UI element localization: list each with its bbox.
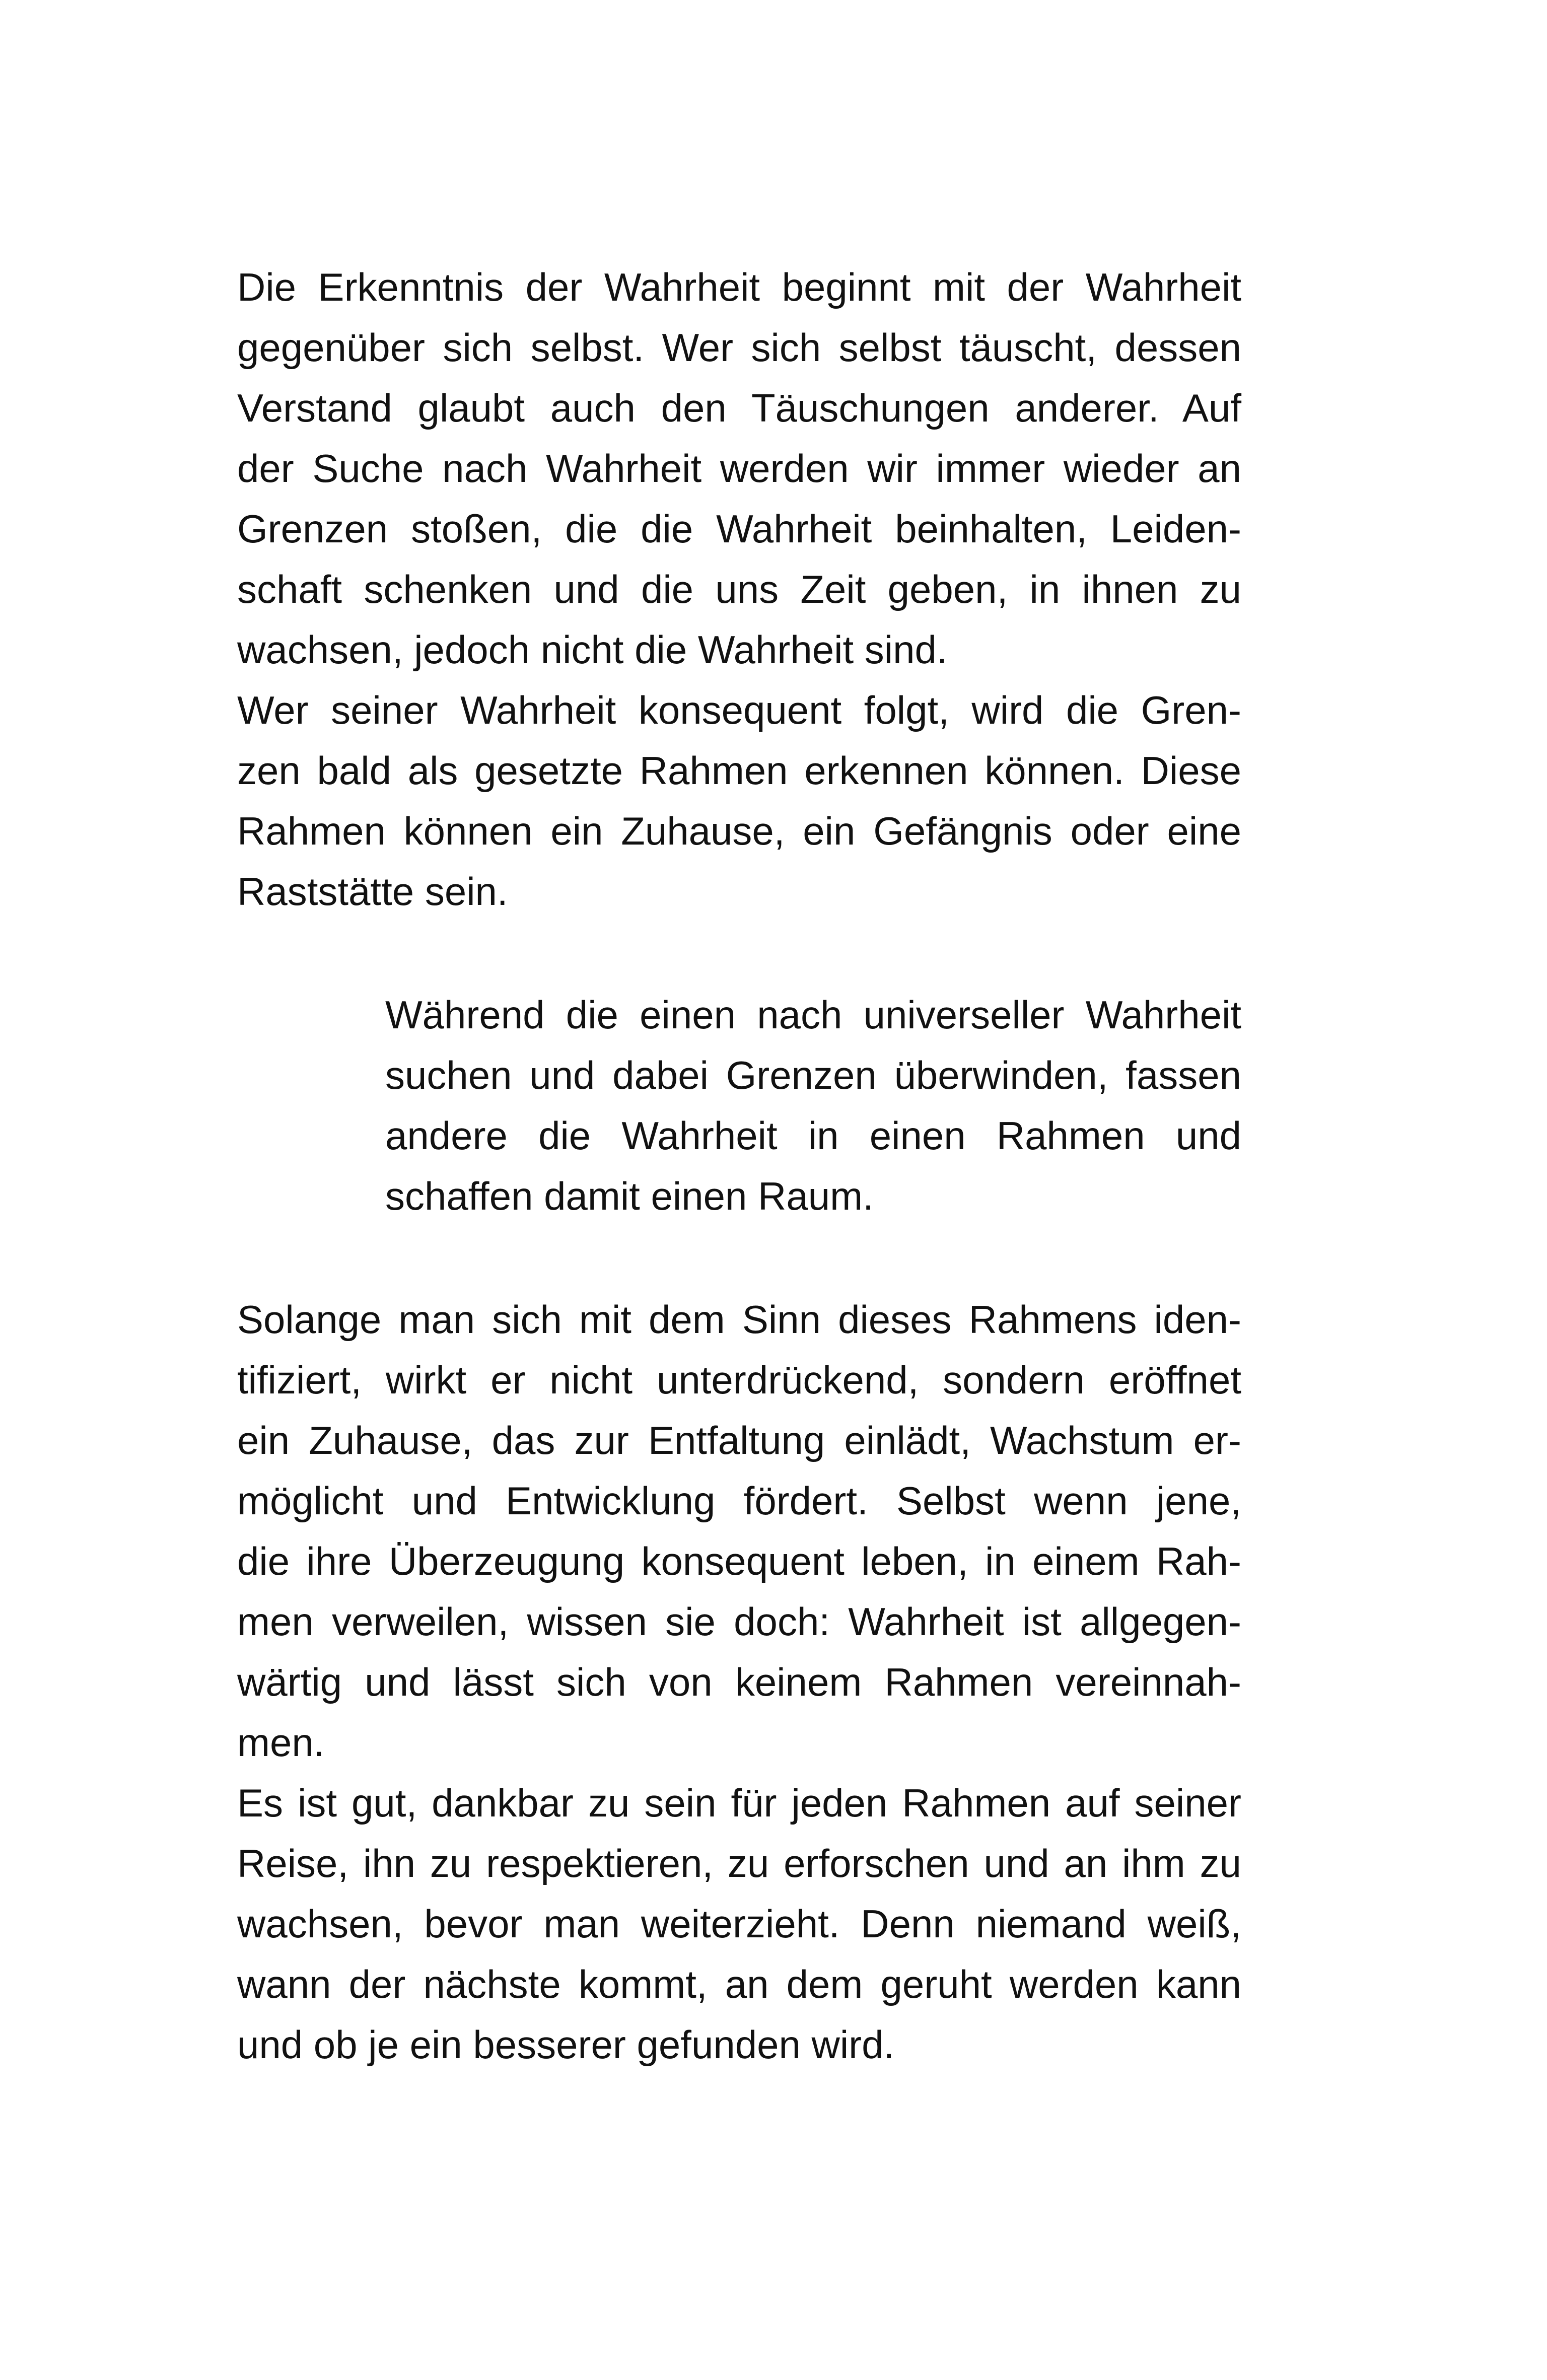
quote-line-1: Während die einen nach universeller Wahrheit <box>385 993 1241 1037</box>
paragraph-2-line-4: Raststätte sein. <box>237 869 508 914</box>
paragraph-1-line-4: der Suche nach Wahrheit werden wir immer wieder an <box>237 446 1241 491</box>
quote-line-4: schaffen damit einen Raum. <box>385 1174 874 1218</box>
paragraph-1-line-5: Grenzen stoßen, die die Wahrheit beinhalten, Leiden- <box>237 507 1241 551</box>
paragraph-4-line-6: men verweilen, wissen sie doch: Wahrheit ist allgegen- <box>237 1599 1241 1644</box>
paragraph-4-line-1: Solange man sich mit dem Sinn dieses Rahmens iden- <box>237 1297 1241 1342</box>
paragraph-2-line-2: zen bald als gesetzte Rahmen erkennen können. Diese <box>237 748 1241 793</box>
paragraph-2-line-3: Rahmen können ein Zuhause, ein Gefängnis oder eine <box>237 809 1241 853</box>
paragraph-2-line-1: Wer seiner Wahrheit konsequent folgt, wird die Gren- <box>237 688 1241 732</box>
quote-line-2: suchen und dabei Grenzen überwinden, fassen <box>385 1053 1241 1097</box>
quote-line-3: andere die Wahrheit in einen Rahmen und <box>385 1113 1241 1158</box>
paragraph-1-line-1: Die Erkenntnis der Wahrheit beginnt mit der Wahrheit <box>237 265 1241 309</box>
paragraph-1-line-2: gegenüber sich selbst. Wer sich selbst täuscht, dessen <box>237 325 1241 370</box>
paragraph-1-line-6: schaft schenken und die uns Zeit geben, in ihnen zu <box>237 567 1241 611</box>
paragraph-4-line-3: ein Zuhause, das zur Entfaltung einlädt, Wachstum er- <box>237 1418 1241 1462</box>
paragraph-4-line-8: men. <box>237 1720 325 1765</box>
paragraph-5-line-5: und ob je ein besserer gefunden wird. <box>237 2022 895 2067</box>
paragraph-5-line-1: Es ist gut, dankbar zu sein für jeden Rahmen auf seiner <box>237 1781 1241 1825</box>
paragraph-5-line-4: wann der nächste kommt, an dem geruht werden kann <box>237 1962 1241 2006</box>
paragraph-4-line-7: wärtig und lässt sich von keinem Rahmen vereinnah- <box>237 1660 1241 1704</box>
paragraph-5-line-3: wachsen, bevor man weiterzieht. Denn niemand weiß, <box>237 1902 1241 1946</box>
paragraph-4-line-4: möglicht und Entwicklung fördert. Selbst wenn jene, <box>237 1479 1241 1523</box>
paragraph-5-line-2: Reise, ihn zu respektieren, zu erforschen und an ihm zu <box>237 1841 1241 1885</box>
paragraph-1-line-3: Verstand glaubt auch den Täuschungen anderer. Auf <box>237 386 1241 430</box>
paragraph-1-line-7: wachsen, jedoch nicht die Wahrheit sind. <box>237 627 948 672</box>
paragraph-4-line-5: die ihre Überzeugung konsequent leben, in einem Rah- <box>237 1539 1241 1583</box>
paragraph-4-line-2: tifiziert, wirkt er nicht unterdrückend, sondern eröffnet <box>237 1358 1241 1402</box>
